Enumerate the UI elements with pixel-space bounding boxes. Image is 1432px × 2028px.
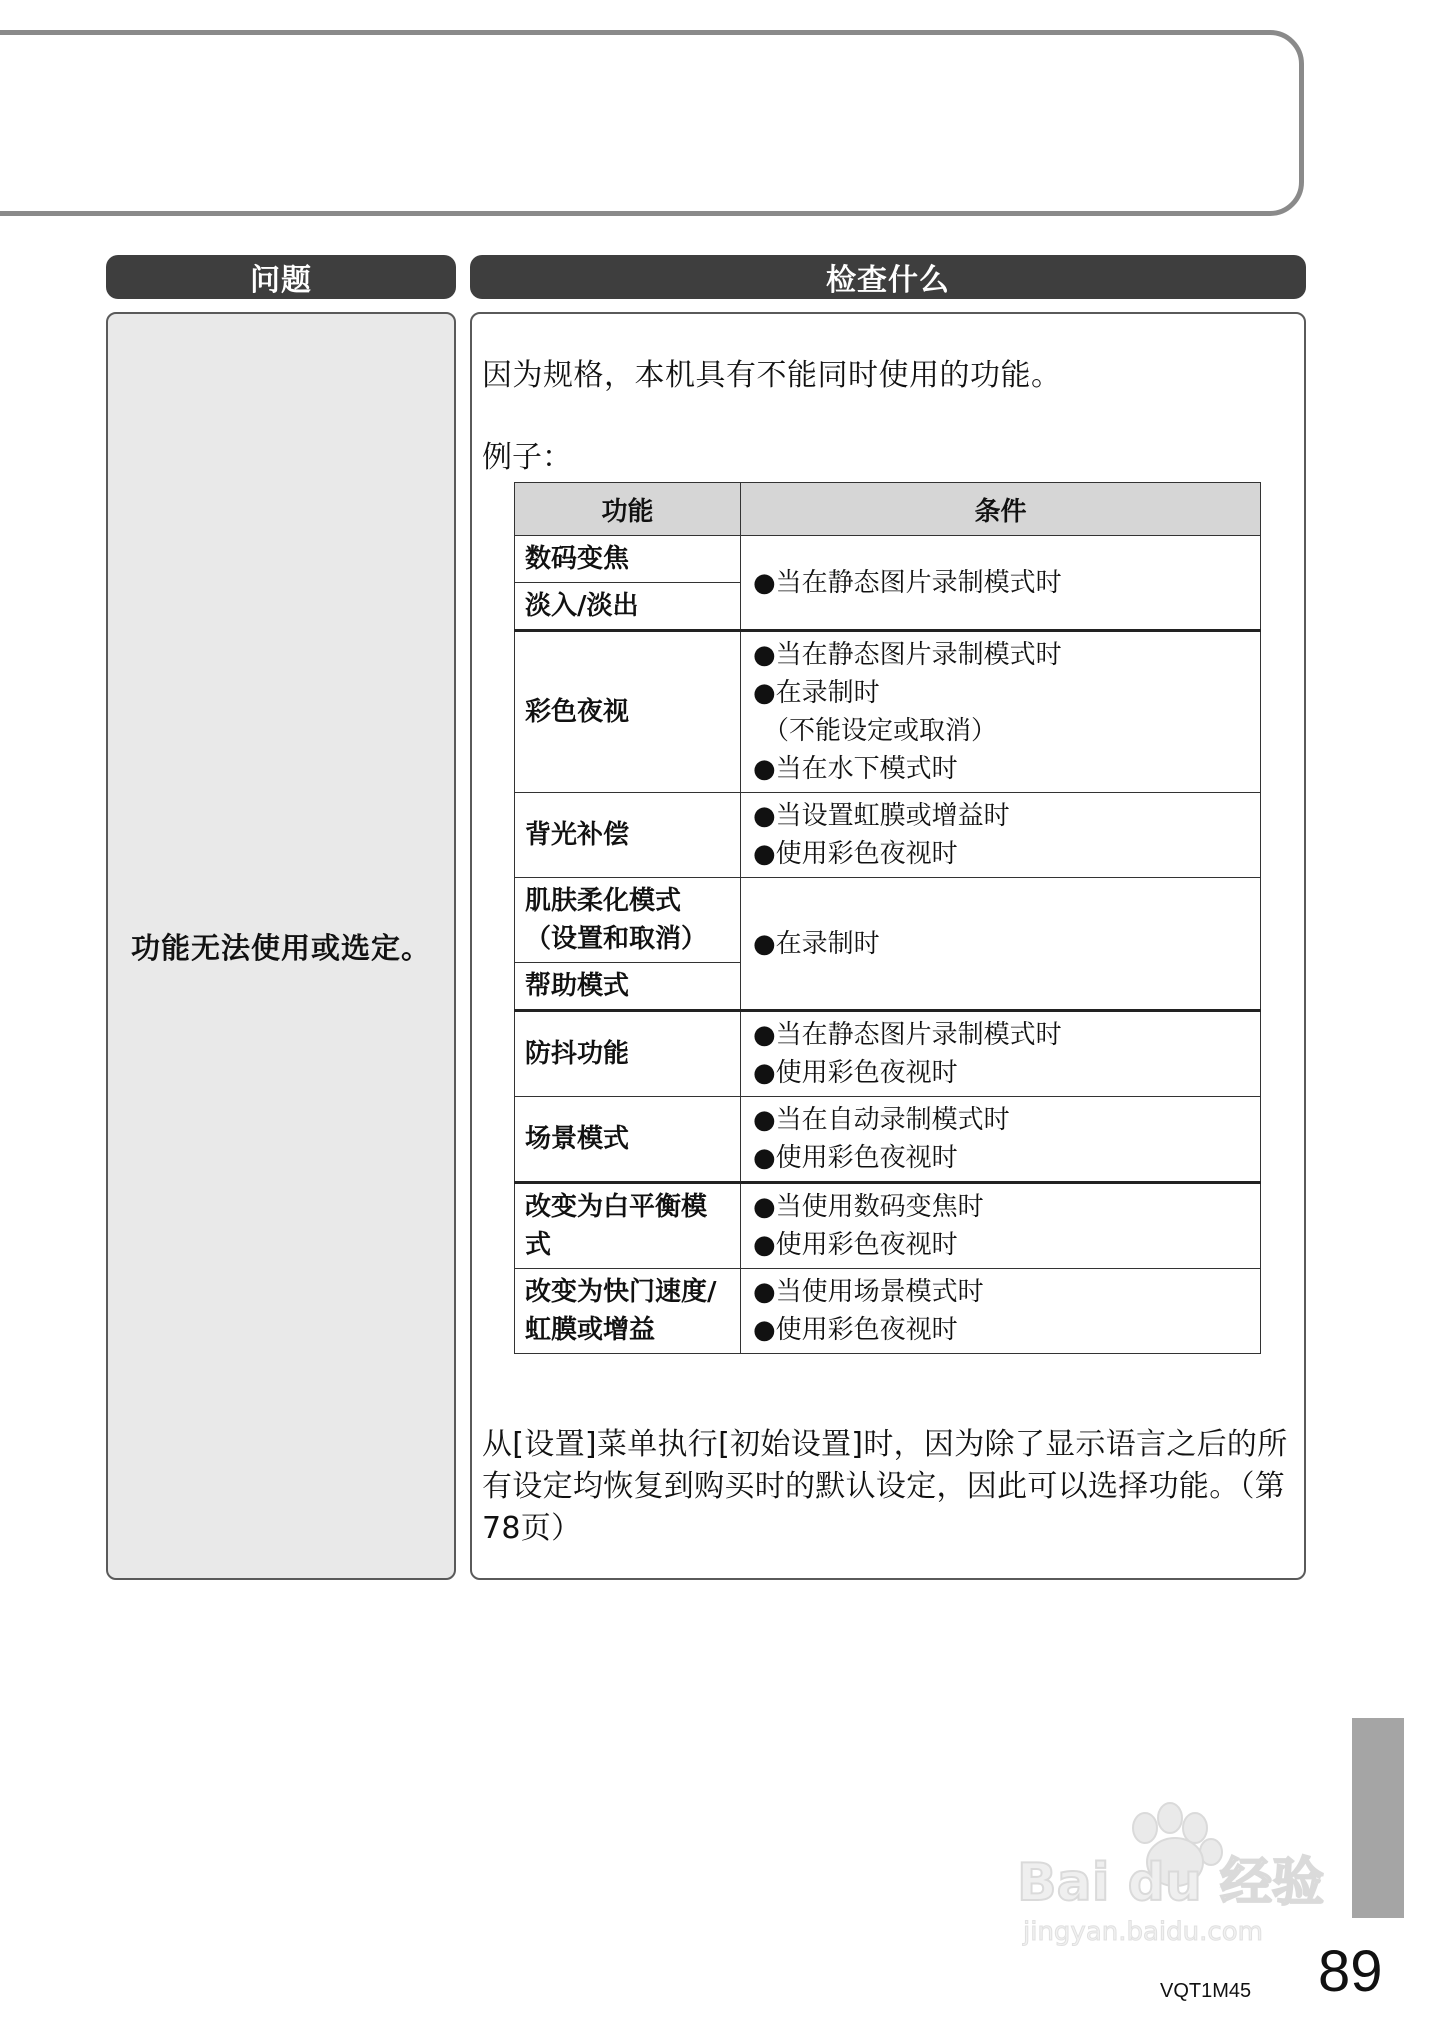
condition-cell (741, 536, 1261, 631)
table-header-function: 功能 (515, 483, 741, 536)
function-conditions-table (514, 482, 1261, 1354)
top-frame (0, 30, 1304, 216)
condition-line: ●当在自动录制模式时 (753, 1105, 1010, 1135)
condition-cell (741, 793, 1261, 878)
condition-line: ●当使用数码变焦时 (753, 1192, 984, 1222)
table-row (515, 536, 1261, 583)
example-label: 例子： (482, 440, 572, 475)
function-cell: 场景模式 (515, 1097, 741, 1183)
function-cell: 彩色夜视 (515, 631, 741, 793)
condition-line: ●使用彩色夜视时 (753, 1058, 958, 1088)
check-cell (470, 312, 1306, 1580)
condition-line: ●使用彩色夜视时 (753, 1143, 958, 1173)
problem-cell (106, 312, 456, 1580)
outro-text: 从[设置]菜单执行[初始设置]时，因为除了显示语言之后的所有设定均恢复到购买时的默认设定，因此可以选择功能。（第78页） (482, 1427, 1288, 1546)
table-row (515, 1011, 1261, 1097)
function-cell: 改变为快门速度/ 虹膜或增益 (515, 1269, 741, 1354)
condition-line: ●使用彩色夜视时 (753, 839, 958, 869)
problem-column-header: 问题 (106, 255, 456, 299)
function-cell: 帮助模式 (515, 963, 741, 1011)
condition-line: ●当在静态图片录制模式时 (753, 1020, 1062, 1050)
watermark-url: jingyan.baidu.com (1023, 1917, 1263, 1947)
function-cell: 淡入/淡出 (515, 583, 741, 631)
intro-text: 因为规格，本机具有不能同时使用的功能。 (482, 358, 1062, 393)
model-code: VQT1M45 (1160, 1980, 1252, 2002)
condition-line: ●使用彩色夜视时 (753, 1230, 958, 1260)
table-header-condition: 条件 (741, 483, 1261, 536)
table-row (515, 631, 1261, 793)
section-tab-marker (1352, 1718, 1404, 1918)
condition-line: ●当使用场景模式时 (753, 1277, 984, 1307)
watermark-brand: Bai du 经验 (1017, 1853, 1324, 1913)
table-row (515, 878, 1261, 963)
condition-cell (741, 878, 1261, 1011)
condition-cell (741, 1011, 1261, 1097)
table-row (515, 1097, 1261, 1183)
problem-text: 功能无法使用或选定。 (130, 930, 431, 965)
condition-line: ●当设置虹膜或增益时 (753, 801, 1010, 831)
table-row (515, 1269, 1261, 1354)
baidu-watermark (1015, 1800, 1345, 1950)
condition-cell (741, 1183, 1261, 1269)
check-column-header: 检查什么 (470, 255, 1306, 299)
table-row (515, 1183, 1261, 1269)
condition-line: ●当在静态图片录制模式时 (753, 567, 1062, 598)
condition-line: ●使用彩色夜视时 (753, 1315, 958, 1345)
function-cell: 背光补偿 (515, 793, 741, 878)
table-row (515, 793, 1261, 878)
condition-cell (741, 1097, 1261, 1183)
condition-line: （不能设定或取消） (763, 716, 998, 746)
condition-cell (741, 631, 1261, 793)
function-cell: 肌肤柔化模式 （设置和取消） (515, 878, 741, 963)
function-cell: 防抖功能 (515, 1011, 741, 1097)
page-number: 89 (1318, 1939, 1383, 2004)
condition-cell (741, 1269, 1261, 1354)
condition-line: ●在录制时 (753, 928, 880, 959)
condition-line: ●当在静态图片录制模式时 (753, 640, 1062, 670)
condition-line: ●在录制时 (753, 678, 880, 708)
function-cell: 改变为白平衡模式 (515, 1183, 741, 1269)
condition-line: ●当在水下模式时 (753, 754, 958, 784)
function-cell: 数码变焦 (515, 536, 741, 583)
table-body (515, 536, 1261, 1354)
